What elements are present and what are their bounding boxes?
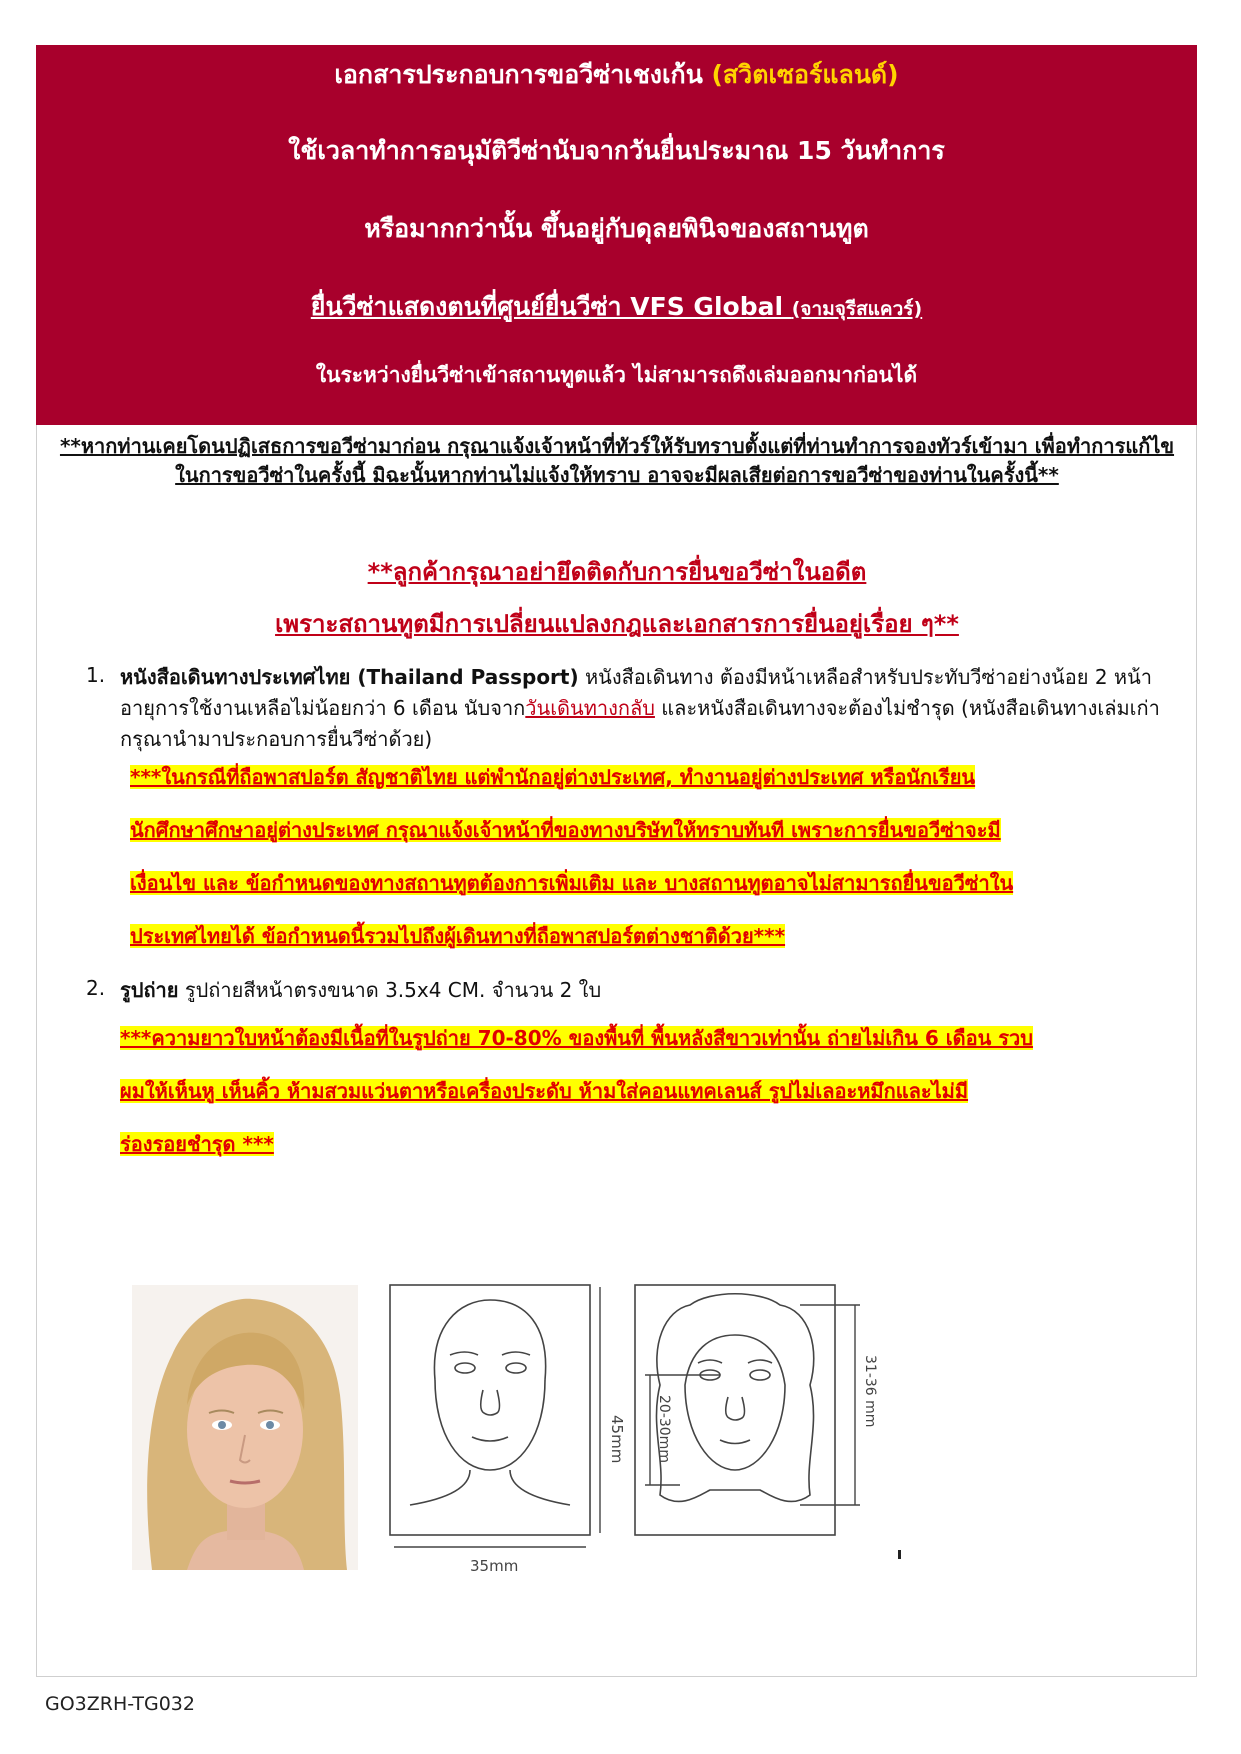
item-photo: รูปถ่าย รูปถ่ายสีหน้าตรงขนาด 3.5x4 CM. จำนวน 2 ใบ	[120, 978, 602, 1002]
photo-highlight: ***ความยาวใบหน้าต้องมีเนื้อที่ในรูปถ่าย 70-80% ของพื้นที่ พื้นหลังสีขาวเท่านั้น ถ่ายไม่เกิน 6 เดือน รวบ ผมให้เห็นหู เห็นคิ้ว ห้ามสวมแว่นตาหรือเครื่องประดับ ห้ามใส่คอนแทคเลนส์ รูปไม่เลอะหมึกและไม่มี ร่องรอยชำรุด ***	[120, 1026, 1033, 1156]
refusal-notice: **หากท่านเคยโดนปฏิเสธการขอวีซ่ามาก่อน กรุณาแจ้งเจ้าหน้าที่ทัวร์ให้รับทราบตั้งแต่ที่ท่านทำการจองทัวร์เข้ามา เพื่อทำการแก้ไขในการขอวีซ่าในครั้งนี้ มิฉะนั้นหากท่านไม่แจ้งให้ทราบ อาจจะมีผลเสียต่อการขอวีซ่าของท่านในครั้งนี้**	[59, 434, 1175, 487]
banner-processing-time: ใช้เวลาทำการอนุมัติวีซ่านับจากวันยื่นประมาณ 15 วันทำการ	[288, 136, 945, 165]
sample-passport-photo	[132, 1285, 358, 1570]
banner-country: (สวิตเซอร์แลนด์)	[711, 60, 899, 89]
passport-highlight: ***ในกรณีที่ถือพาสปอร์ต สัญชาติไทย แต่พำนักอยู่ต่างประเทศ, ทำงานอยู่ต่างประเทศ หรือนักเรียน นักศึกษาศึกษาอยู่ต่างประเทศ กรุณาแจ้งเจ้าหน้าที่ของทางบริษัทให้ทราบทันที เพราะการยื่นขอวีซ่าจะมี เงื่อนไข และ ข้อกำหนดของทางสถานทูตต้องการเพิ่มเติม และ บางสถานทูตอาจไม่สามารถยื่นขอวีซ่าใน ประเทศไทยได้ ข้อกำหนดนี้รวมไปถึงผู้เดินทางที่ถือพาสปอร์ตต่างชาติด้วย***	[130, 765, 1014, 948]
header-banner	[36, 45, 1197, 425]
document-code: GO3ZRH-TG032	[45, 1693, 195, 1715]
face-frame-diagram-1	[390, 1285, 590, 1535]
width-label: 35mm	[470, 1557, 519, 1575]
photo-size-diagram	[380, 1265, 980, 1585]
banner-vfs-center: ยื่นวีซ่าแสดงตนที่ศูนย์ยื่นวีซ่า VFS Global (จามจุรีสแควร์)	[310, 292, 923, 321]
banner-no-withdraw: ในระหว่างยื่นวีซ่าเข้าสถานทูตแล้ว ไม่สามารถดึงเล่มออกมาก่อนได้	[315, 363, 918, 387]
diagram-mark	[898, 1550, 901, 1559]
item-1-number: 1.	[86, 663, 106, 687]
warning-line-2: เพราะสถานทูตมีการเปลี่ยนแปลงกฎและเอกสารการยื่นอยู่เรื่อย ๆ**	[275, 610, 959, 638]
return-date-link: วันเดินทางกลับ	[525, 696, 655, 720]
item-passport: หนังสือเดินทางประเทศไทย (Thailand Passport) หนังสือเดินทาง ต้องมีหน้าเหลือสำหรับประทับวีซ่าอย่างน้อย 2 หน้า อายุการใช้งานเหลือไม่น้อยกว่า 6 เดือน นับจากวันเดินทางกลับ และหนังสือเดินทางจะต้องไม่ชำรุด (หนังสือเดินทางเล่มเก่า กรุณานำมาประกอบการยื่นวีซ่าด้วย)	[120, 665, 1160, 751]
item-passport-title: หนังสือเดินทางประเทศไทย (Thailand Passport)	[120, 665, 579, 689]
warning-line-1: **ลูกค้ากรุณาอย่ายึดติดกับการยื่นขอวีซ่าในอดีต	[367, 558, 867, 586]
portrait-illustration	[132, 1285, 358, 1570]
item-photo-title: รูปถ่าย	[120, 978, 179, 1002]
height-label: 45mm	[608, 1415, 626, 1464]
banner-discretion: หรือมากกว่านั้น ขึ้นอยู่กับดุลยพินิจของสถานทูต	[364, 214, 869, 243]
eye-line-label: 20-30mm	[656, 1395, 672, 1463]
banner-title: เอกสารประกอบการขอวีซ่าเชงเก้น (สวิตเซอร์แลนด์)	[334, 60, 899, 89]
head-height-label: 31-36 mm	[862, 1355, 878, 1428]
item-2-number: 2.	[86, 976, 106, 1000]
